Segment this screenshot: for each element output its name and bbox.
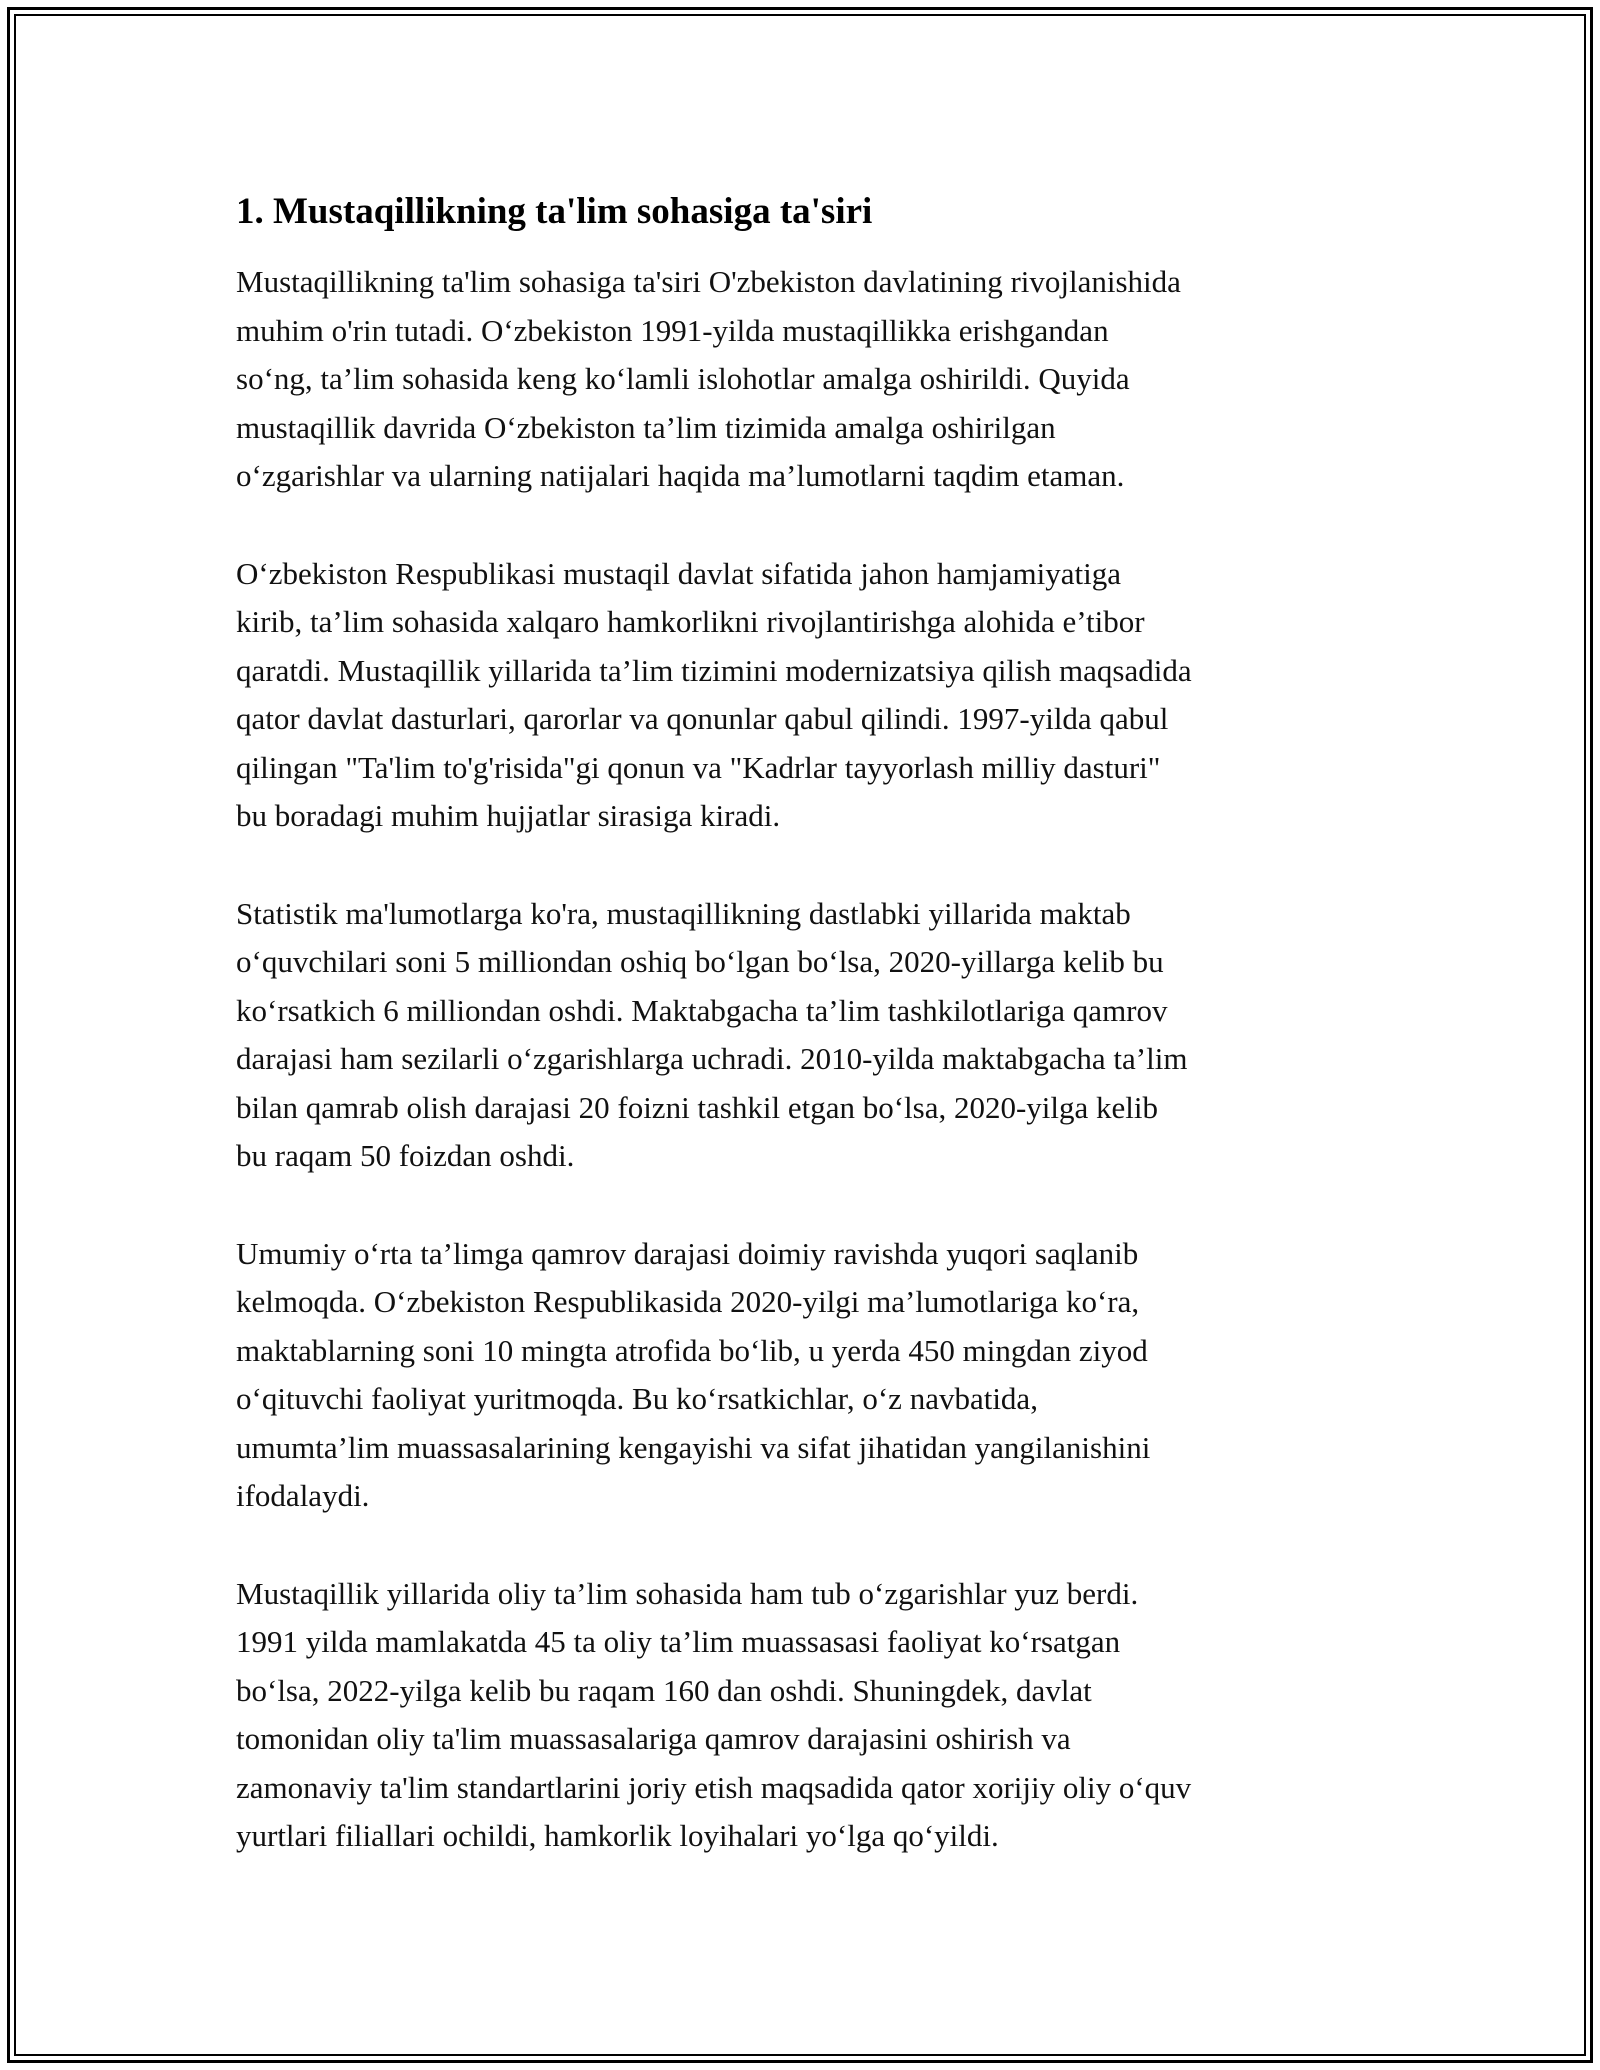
paragraph-line: qator davlat dasturlari, qarorlar va qonunlar qabul qilindi. 1997-yilda qabul	[236, 701, 1169, 736]
paragraph-line: bilan qamrab olish darajasi 20 foizni tashkil etgan bo‘lsa, 2020-yilga kelib	[236, 1089, 1159, 1125]
document-body	[236, 186, 1376, 1910]
paragraph-line: ko‘rsatkich 6 milliondan oshdi. Maktabgacha ta’lim tashkilotlariga qamrov	[236, 992, 1168, 1028]
paragraph-4	[236, 1230, 1376, 1521]
paragraph-line: tomonidan oliy ta'lim muassasalariga qamrov darajasini oshirish va	[236, 1721, 1071, 1756]
paragraph-line: bu boradagi muhim hujjatlar sirasiga kiradi.	[236, 798, 781, 833]
paragraph-line: maktablarning soni 10 mingta atrofida bo‘lib, u yerda 450 mingdan ziyod	[236, 1332, 1148, 1368]
paragraph-line: zamonaviy ta'lim standartlarini joriy etish maqsadida qator xorijiy oliy o‘quv	[236, 1769, 1192, 1805]
paragraph-line: o‘qituvchi faoliyat yuritmoqda. Bu ko‘rsatkichlar, o‘z navbatida,	[236, 1381, 1038, 1416]
paragraph-line: O‘zbekiston Respublikasi mustaqil davlat sifatida jahon hamjamiyatiga	[236, 555, 1122, 591]
paragraph-line: yurtlari filiallari ochildi, hamkorlik loyihalari yo‘lga qo‘yildi.	[236, 1818, 999, 1853]
section-heading: 1. Mustaqillikning ta'lim sohasiga ta'siri	[236, 191, 873, 232]
paragraph-line: ifodalaydi.	[236, 1478, 370, 1513]
paragraph-2	[236, 550, 1376, 841]
paragraph-line: 1991 yilda mamlakatda 45 ta oliy ta’lim muassasasi faoliyat ko‘rsatgan	[236, 1624, 1121, 1659]
paragraph-line: o‘zgarishlar va ularning natijalari haqida ma’lumotlarni taqdim etaman.	[236, 458, 1125, 493]
paragraph-line: qaratdi. Mustaqillik yillarida ta’lim tizimini modernizatsiya qilish maqsadida	[236, 652, 1192, 688]
paragraph-line: umumta’lim muassasalarining kengayishi va sifat jihatidan yangilanishini	[236, 1429, 1151, 1465]
paragraph-line: muhim o'rin tutadi. O‘zbekiston 1991-yilda mustaqillikka erishgandan	[236, 312, 1109, 348]
paragraph-3	[236, 890, 1376, 1181]
paragraph-line: kelmoqda. O‘zbekiston Respublikasida 2020-yilgi ma’lumotlariga ko‘ra,	[236, 1284, 1140, 1319]
paragraph-line: o‘quvchilari soni 5 milliondan oshiq bo‘lgan bo‘lsa, 2020-yillarga kelib bu	[236, 944, 1164, 979]
paragraph-5	[236, 1570, 1376, 1861]
paragraph-line: Statistik ma'lumotlarga ko'ra, mustaqillikning dastlabki yillarida maktab	[236, 895, 1131, 931]
paragraph-line: mustaqillik davrida O‘zbekiston ta’lim tizimida amalga oshirilgan	[236, 409, 1056, 445]
paragraph-line: Mustaqillik yillarida oliy ta’lim sohasida ham tub o‘zgarishlar yuz berdi.	[236, 1575, 1139, 1611]
paragraph-line: Mustaqillikning ta'lim sohasiga ta'siri O'zbekiston davlatining rivojlanishida	[236, 264, 1181, 299]
paragraph-line: kirib, ta’lim sohasida xalqaro hamkorlikni rivojlantirishga alohida e’tibor	[236, 604, 1145, 639]
paragraph-line: bu raqam 50 foizdan oshdi.	[236, 1138, 575, 1173]
paragraph-1	[236, 258, 1376, 501]
paragraph-line: bo‘lsa, 2022-yilga kelib bu raqam 160 dan oshdi. Shuningdek, davlat	[236, 1672, 1092, 1708]
paragraph-line: darajasi ham sezilarli o‘zgarishlarga uchradi. 2010-yilda maktabgacha ta’lim	[236, 1041, 1188, 1076]
paragraph-line: qilingan "Ta'lim to'g'risida"gi qonun va "Kadrlar tayyorlash milliy dasturi"	[236, 749, 1161, 785]
paragraph-line: Umumiy o‘rta ta’limga qamrov darajasi doimiy ravishda yuqori saqlanib	[236, 1235, 1139, 1271]
paragraph-line: so‘ng, ta’lim sohasida keng ko‘lamli islohotlar amalga oshirildi. Quyida	[236, 361, 1130, 396]
